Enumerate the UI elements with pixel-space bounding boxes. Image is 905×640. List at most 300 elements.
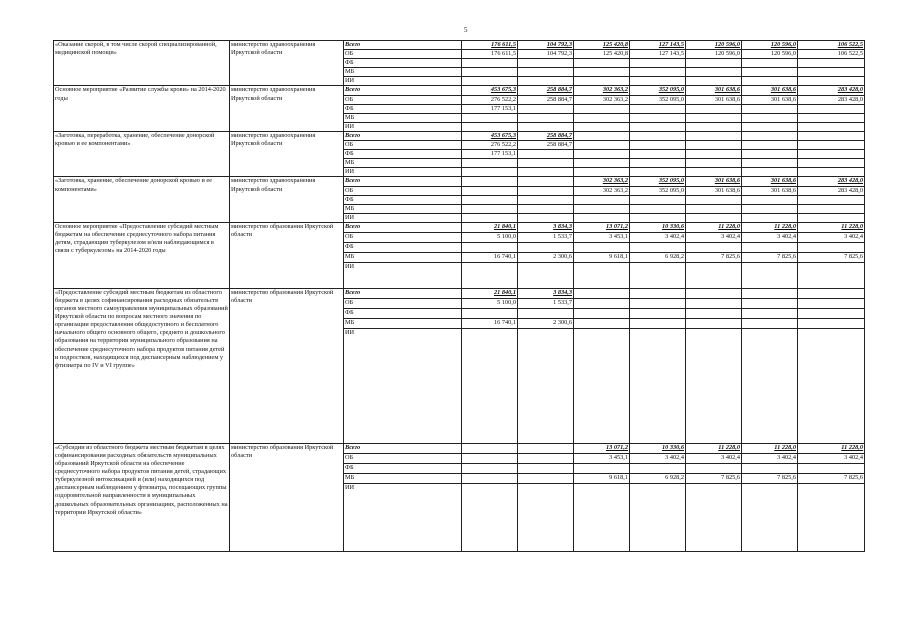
amount-cell [798,141,865,150]
amount-cell [742,463,798,473]
amount-cell [462,453,518,463]
table-row [54,288,865,298]
funding-source: ОБ [344,186,462,195]
amount-cell [574,204,630,213]
amount-cell: 10 330,6 [630,443,686,453]
amount-cell [462,242,518,252]
funding-source: ФБ [344,59,462,68]
amount-cell: 11 228,0 [686,443,742,453]
page-number: 5 [464,26,468,34]
amount-cell [742,308,798,318]
amount-cell [462,122,518,131]
amount-cell [518,150,574,159]
amount-cell: 6 928,2 [630,473,686,483]
amount-cell [686,59,742,68]
funding-source: ФБ [344,308,462,318]
amount-cell [742,77,798,86]
amount-cell: 13 071,2 [574,222,630,232]
amount-cell [742,150,798,159]
funding-source: ФБ [344,242,462,252]
amount-cell [630,328,686,443]
amount-cell [574,483,630,551]
amount-cell: 283 428,0 [798,177,865,186]
amount-cell: 283 428,0 [798,95,865,104]
amount-cell [518,195,574,204]
amount-cell: 1 533,7 [518,232,574,242]
amount-cell [518,77,574,86]
amount-cell [518,59,574,68]
amount-cell: 301 638,6 [742,177,798,186]
amount-cell [630,159,686,168]
amount-cell [798,288,865,298]
amount-cell [798,318,865,328]
amount-cell [742,483,798,551]
amount-cell [462,473,518,483]
amount-cell: 9 618,1 [574,473,630,483]
amount-cell: 106 522,5 [798,50,865,59]
amount-cell: 120 596,0 [742,41,798,50]
amount-cell: 1 533,7 [518,298,574,308]
amount-cell: 302 363,2 [574,95,630,104]
amount-cell [630,298,686,308]
amount-cell [630,483,686,551]
funding-source: Всего [344,288,462,298]
amount-cell [462,186,518,195]
amount-cell [462,262,518,288]
amount-cell: 453 675,3 [462,131,518,140]
amount-cell: 3 834,3 [518,222,574,232]
amount-cell [630,168,686,177]
amount-cell: 3 402,4 [686,232,742,242]
amount-cell: 16 740,1 [462,318,518,328]
amount-cell [798,77,865,86]
amount-cell: 6 928,2 [630,252,686,262]
amount-cell [518,159,574,168]
amount-cell [798,308,865,318]
amount-cell: 301 638,6 [686,177,742,186]
funding-source: Всего [344,222,462,232]
amount-cell [630,59,686,68]
amount-cell: 106 522,5 [798,41,865,50]
amount-cell [742,141,798,150]
amount-cell: 21 840,1 [462,288,518,298]
amount-cell [798,463,865,473]
amount-cell [462,177,518,186]
funding-source: ОБ [344,95,462,104]
amount-cell: 3 402,4 [686,453,742,463]
funding-source: ИИ [344,122,462,131]
measure-name: Основное мероприятие «Развитие службы крови» на 2014-2020 годы [54,86,230,131]
funding-source: ИИ [344,483,462,551]
amount-cell [574,298,630,308]
funding-source: ОБ [344,453,462,463]
amount-cell [742,242,798,252]
amount-cell: 3 402,4 [798,232,865,242]
amount-cell: 3 453,1 [574,232,630,242]
amount-cell [742,328,798,443]
amount-cell [798,168,865,177]
amount-cell [518,204,574,213]
funding-source: МБ [344,113,462,122]
amount-cell [630,113,686,122]
amount-cell: 3 402,4 [798,453,865,463]
amount-cell: 453 675,3 [462,86,518,95]
amount-cell [630,104,686,113]
responsible-executor: министерство здравоохранения Иркутской области [230,41,344,86]
responsible-executor: министерство здравоохранения Иркутской области [230,86,344,131]
amount-cell: 302 363,2 [574,177,630,186]
amount-cell [742,318,798,328]
amount-cell [798,213,865,222]
amount-cell [742,213,798,222]
amount-cell [518,328,574,443]
amount-cell [686,463,742,473]
amount-cell: 3 402,4 [742,453,798,463]
amount-cell [630,242,686,252]
amount-cell: 2 300,6 [518,318,574,328]
amount-cell [798,195,865,204]
amount-cell: 127 143,5 [630,50,686,59]
amount-cell: 3 453,1 [574,453,630,463]
measure-name: «Предоставление субсидий местным бюджетам из областного бюджета в целях софинансирования расходных обязательств органов местного самоуправления муниципальных образований Иркутской области по вопросам местного значения по организации предоставления общедоступного и бесплатного начального общего основного общего, среднего и дошкольного образования на территории муниципального образования на обеспечение среднесуточного набора продуктов питания детей и подростков, находящихся под диспансерным наблюдением у фтизиатра по IV и VI группе» [54,288,230,443]
amount-cell: 258 884,7 [518,131,574,140]
amount-cell [518,463,574,473]
amount-cell [798,159,865,168]
amount-cell [630,318,686,328]
amount-cell [686,318,742,328]
amount-cell: 3 402,4 [630,453,686,463]
amount-cell: 3 834,3 [518,288,574,298]
amount-cell [798,59,865,68]
amount-cell [574,213,630,222]
amount-cell [574,77,630,86]
amount-cell: 283 428,0 [798,86,865,95]
amount-cell [686,77,742,86]
table-row [54,177,865,186]
amount-cell [630,308,686,318]
amount-cell [518,453,574,463]
amount-cell: 3 402,4 [742,232,798,242]
amount-cell [686,122,742,131]
amount-cell [798,113,865,122]
funding-source: Всего [344,86,462,95]
responsible-executor: министерство образования Иркутской области [230,443,344,551]
funding-source: МБ [344,252,462,262]
amount-cell: 301 638,6 [686,186,742,195]
amount-cell [574,262,630,288]
amount-cell [686,159,742,168]
amount-cell: 11 228,0 [742,222,798,232]
amount-cell [518,443,574,453]
funding-source: ИИ [344,262,462,288]
amount-cell: 176 611,5 [462,50,518,59]
funding-source: Всего [344,41,462,50]
funding-source: МБ [344,318,462,328]
amount-cell [574,141,630,150]
amount-cell [462,308,518,318]
amount-cell: 16 740,1 [462,252,518,262]
amount-cell [518,213,574,222]
funding-source: ФБ [344,104,462,113]
amount-cell [630,204,686,213]
amount-cell: 258 884,7 [518,95,574,104]
funding-source: ОБ [344,232,462,242]
amount-cell [462,113,518,122]
amount-cell [574,113,630,122]
amount-cell [798,204,865,213]
amount-cell [686,131,742,140]
amount-cell: 258 884,7 [518,141,574,150]
amount-cell: 301 638,6 [686,95,742,104]
amount-cell [686,298,742,308]
amount-cell [742,195,798,204]
amount-cell [462,68,518,77]
amount-cell [798,483,865,551]
amount-cell: 7 825,6 [742,473,798,483]
funding-source: ИИ [344,213,462,222]
amount-cell [630,213,686,222]
amount-cell: 301 638,6 [742,186,798,195]
amount-cell [518,262,574,288]
amount-cell: 177 153,1 [462,104,518,113]
amount-cell: 104 792,3 [518,41,574,50]
funding-source: ИИ [344,328,462,443]
amount-cell [574,131,630,140]
table-row [54,86,865,95]
amount-cell [518,186,574,195]
amount-cell: 10 330,6 [630,222,686,232]
amount-cell [686,68,742,77]
amount-cell: 176 611,5 [462,41,518,50]
amount-cell [630,262,686,288]
amount-cell [798,131,865,140]
amount-cell [574,150,630,159]
amount-cell: 352 095,0 [630,186,686,195]
amount-cell [742,159,798,168]
responsible-executor: министерство образования Иркутской области [230,222,344,288]
amount-cell [686,328,742,443]
amount-cell [630,141,686,150]
amount-cell [630,122,686,131]
amount-cell [798,104,865,113]
measure-name: «Заготовка, переработка, хранение, обеспечение донорской кровью и ее компонентами» [54,131,230,176]
amount-cell: 7 825,6 [798,252,865,262]
funding-source: ИИ [344,77,462,86]
amount-cell: 3 402,4 [630,232,686,242]
amount-cell: 302 363,2 [574,86,630,95]
amount-cell [630,195,686,204]
funding-source: Всего [344,177,462,186]
amount-cell [742,288,798,298]
amount-cell: 7 825,6 [686,252,742,262]
responsible-executor: министерство образования Иркутской области [230,288,344,443]
amount-cell [630,68,686,77]
funding-source: МБ [344,473,462,483]
amount-cell [742,122,798,131]
amount-cell: 21 840,1 [462,222,518,232]
funding-source: ОБ [344,141,462,150]
amount-cell [686,213,742,222]
amount-cell [798,150,865,159]
amount-cell [574,68,630,77]
funding-source: ОБ [344,50,462,59]
amount-cell [742,204,798,213]
funding-source: Всего [344,131,462,140]
amount-cell: 11 228,0 [798,443,865,453]
amount-cell [518,122,574,131]
amount-cell [462,328,518,443]
amount-cell [742,59,798,68]
measure-name: «Субсидии из областного бюджета местным бюджетам в целях софинансирования расходных обязательств муниципальных образований Иркутской области на обеспечение среднесуточного набора продуктов питания детей, страдающих туберкулезной интоксикацией и (или) находящихся под диспансерным наблюдением у фтизиатра, посещающих группы оздоровительной направленности в муниципальных дошкольных образовательных организациях, расположенных на территории Иркутской области» [54,443,230,551]
responsible-executor: министерство здравоохранения Иркутской области [230,177,344,222]
amount-cell [686,150,742,159]
amount-cell [742,262,798,288]
amount-cell [518,68,574,77]
amount-cell [742,168,798,177]
amount-cell: 7 825,6 [686,473,742,483]
amount-cell: 125 420,8 [574,50,630,59]
amount-cell: 302 363,2 [574,186,630,195]
amount-cell [462,159,518,168]
amount-cell [462,204,518,213]
amount-cell: 11 228,0 [742,443,798,453]
amount-cell [686,113,742,122]
amount-cell [686,308,742,318]
amount-cell [798,262,865,288]
amount-cell: 104 792,3 [518,50,574,59]
table-row [54,443,865,453]
amount-cell: 13 071,2 [574,443,630,453]
amount-cell [574,463,630,473]
table-row [54,222,865,232]
measure-name: «Оказание скорой, в том числе скорой специализированной, медицинской помощи» [54,41,230,86]
amount-cell: 9 618,1 [574,252,630,262]
amount-cell [742,104,798,113]
amount-cell: 352 095,0 [630,86,686,95]
budget-table [53,40,865,552]
funding-source: ФБ [344,150,462,159]
amount-cell [462,195,518,204]
amount-cell: 5 100,0 [462,298,518,308]
amount-cell [518,473,574,483]
amount-cell: 11 228,0 [686,222,742,232]
amount-cell [630,131,686,140]
amount-cell: 120 596,0 [686,41,742,50]
amount-cell [742,113,798,122]
measure-name: «Заготовка, хранение, обеспечение донорской кровью и ее компонентами» [54,177,230,222]
amount-cell [574,59,630,68]
amount-cell [462,77,518,86]
amount-cell: 125 420,8 [574,41,630,50]
amount-cell [686,104,742,113]
funding-source: ФБ [344,195,462,204]
amount-cell [798,328,865,443]
amount-cell [574,328,630,443]
amount-cell: 120 596,0 [686,50,742,59]
amount-cell [574,288,630,298]
amount-cell: 352 095,0 [630,95,686,104]
amount-cell [462,483,518,551]
amount-cell: 301 638,6 [742,86,798,95]
amount-cell [630,463,686,473]
amount-cell [686,242,742,252]
amount-cell [574,104,630,113]
amount-cell [798,68,865,77]
funding-source: Всего [344,443,462,453]
amount-cell: 258 884,7 [518,86,574,95]
amount-cell [798,298,865,308]
amount-cell: 177 153,1 [462,150,518,159]
amount-cell [686,168,742,177]
amount-cell [630,288,686,298]
amount-cell [686,262,742,288]
amount-cell: 2 300,6 [518,252,574,262]
funding-source: ИИ [344,168,462,177]
amount-cell [574,195,630,204]
amount-cell [518,308,574,318]
amount-cell: 120 596,0 [742,50,798,59]
amount-cell [462,59,518,68]
amount-cell [574,168,630,177]
amount-cell [518,483,574,551]
amount-cell: 301 638,6 [686,86,742,95]
amount-cell [574,242,630,252]
amount-cell [686,204,742,213]
amount-cell [574,318,630,328]
amount-cell: 7 825,6 [742,252,798,262]
amount-cell: 5 100,0 [462,232,518,242]
amount-cell [518,104,574,113]
amount-cell: 276 522,2 [462,141,518,150]
amount-cell [798,242,865,252]
funding-source: МБ [344,68,462,77]
amount-cell [742,68,798,77]
amount-cell [462,213,518,222]
amount-cell: 11 228,0 [798,222,865,232]
amount-cell: 7 825,6 [798,473,865,483]
amount-cell [518,177,574,186]
amount-cell: 283 428,0 [798,186,865,195]
amount-cell [518,113,574,122]
funding-source: ОБ [344,298,462,308]
amount-cell [462,463,518,473]
amount-cell [574,308,630,318]
amount-cell [630,150,686,159]
amount-cell [518,168,574,177]
amount-cell [630,77,686,86]
amount-cell [462,168,518,177]
amount-cell [686,195,742,204]
table-row [54,131,865,140]
amount-cell [742,298,798,308]
amount-cell [574,122,630,131]
table-row [54,41,865,50]
funding-source: ФБ [344,463,462,473]
amount-cell [686,288,742,298]
amount-cell: 127 143,5 [630,41,686,50]
amount-cell [574,159,630,168]
amount-cell [518,242,574,252]
responsible-executor: министерство здравоохранения Иркутской области [230,131,344,176]
amount-cell [686,141,742,150]
amount-cell: 352 095,0 [630,177,686,186]
amount-cell [462,443,518,453]
funding-source: МБ [344,159,462,168]
amount-cell [742,131,798,140]
amount-cell: 301 638,6 [742,95,798,104]
funding-source: МБ [344,204,462,213]
amount-cell [798,122,865,131]
